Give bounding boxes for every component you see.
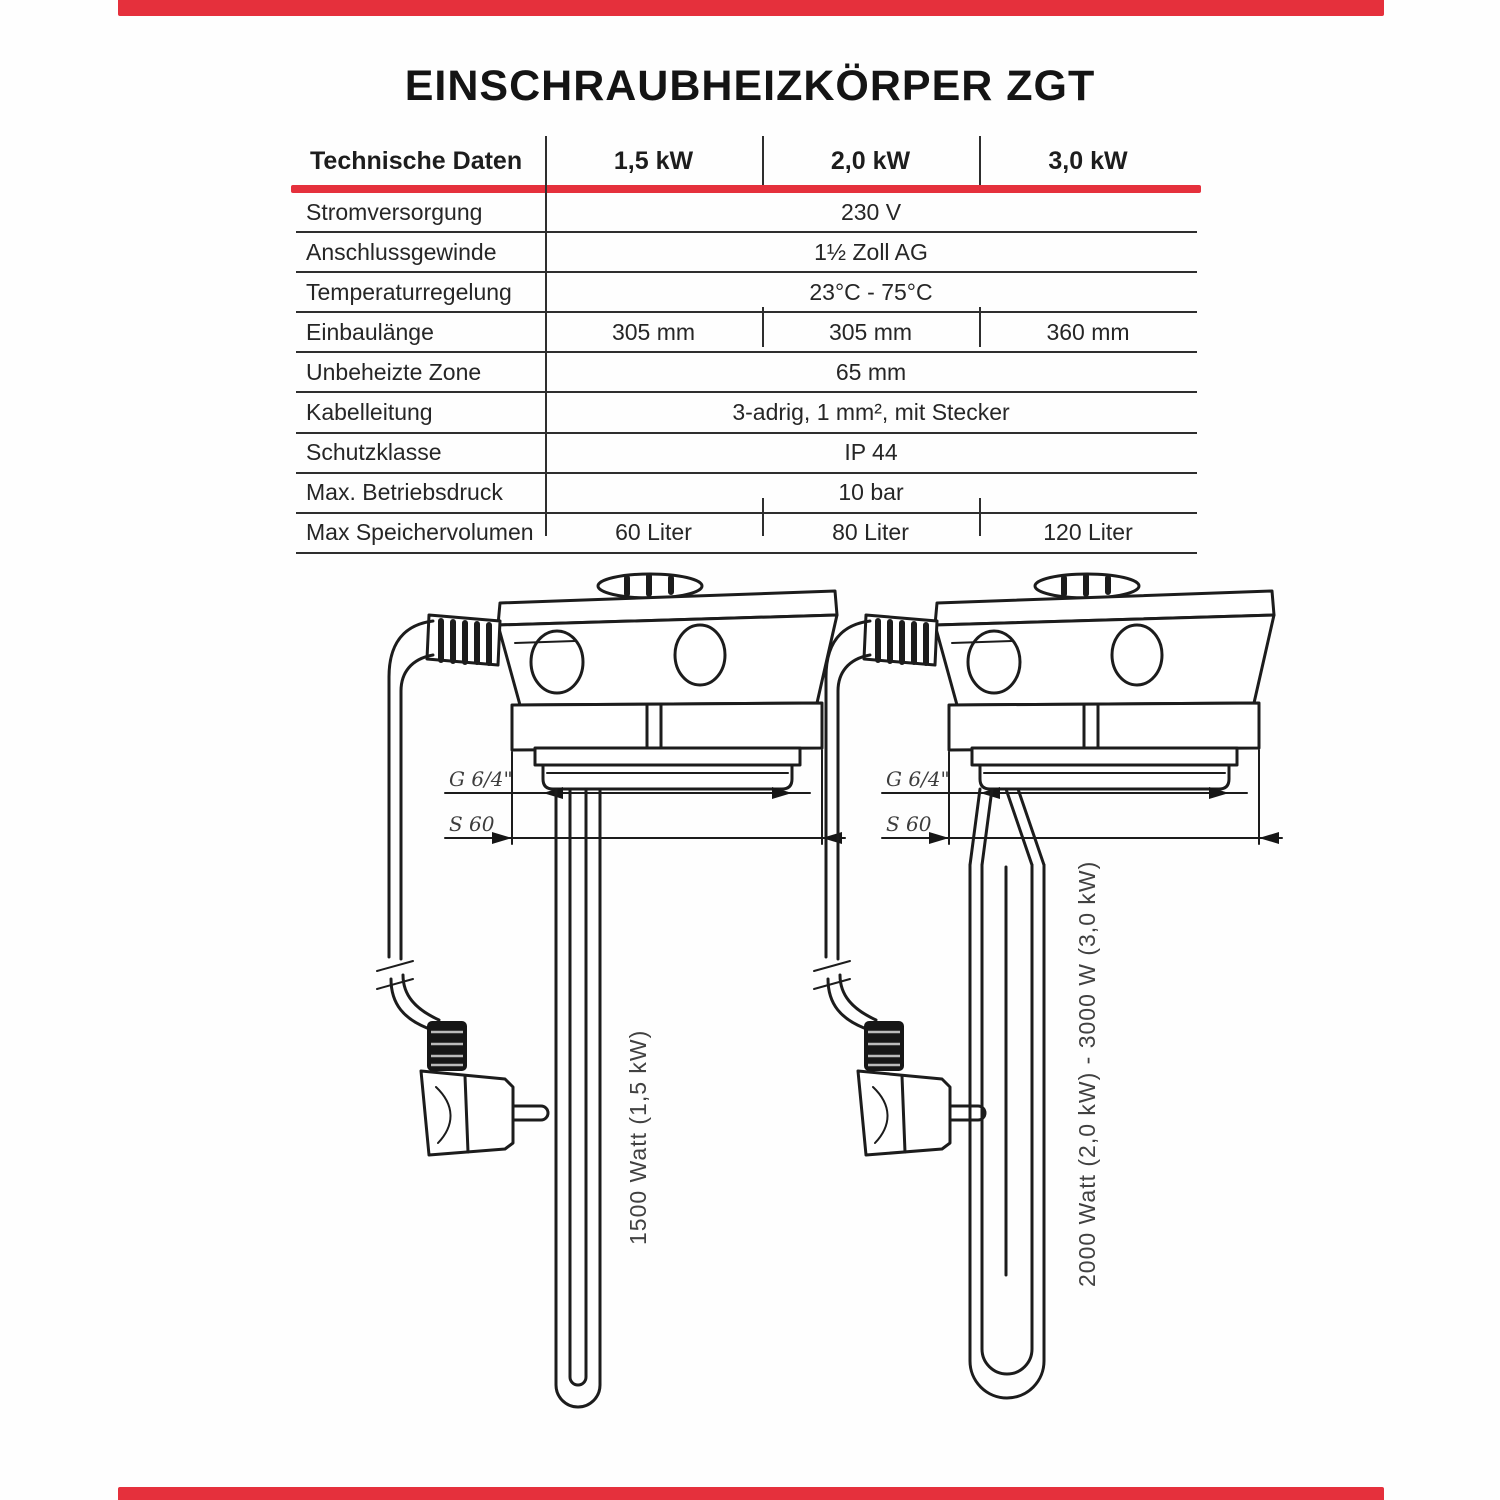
dim-label-thread-left: G 6/4" bbox=[449, 767, 513, 791]
row-value: 65 mm bbox=[835, 358, 907, 385]
row-label: Max Speichervolumen bbox=[306, 519, 534, 546]
table-divider bbox=[762, 136, 764, 185]
table-header-col-1: 1,5 kW bbox=[613, 147, 694, 175]
row-label: Stromversorgung bbox=[306, 198, 483, 225]
table-row bbox=[296, 514, 1197, 554]
table-header-row bbox=[296, 138, 1197, 185]
power-label-right: 2000 Watt (2,0 kW) - 3000 W (3,0 kW) bbox=[1074, 860, 1100, 1287]
row-value: 3-adrig, 1 mm², mit Stecker bbox=[732, 399, 1010, 426]
row-value: 1½ Zoll AG bbox=[814, 238, 928, 265]
thermostat-head bbox=[498, 574, 837, 789]
row-value-1: 60 Liter bbox=[615, 519, 692, 546]
row-value-3: 360 mm bbox=[1046, 318, 1130, 345]
dim-label-wrench-left: S 60 bbox=[449, 812, 495, 836]
thermostat-head-right bbox=[814, 574, 1282, 1155]
top-red-bar bbox=[118, 0, 1384, 16]
table-row bbox=[296, 393, 1197, 433]
table-header-col-2: 2,0 kW bbox=[830, 147, 911, 175]
table-row bbox=[296, 434, 1197, 474]
table-header-col-3: 3,0 kW bbox=[1048, 147, 1128, 175]
table-row bbox=[296, 313, 1197, 353]
page-title: EINSCHRAUBHEIZKÖRPER ZGT bbox=[404, 62, 1096, 110]
row-value: IP 44 bbox=[844, 439, 898, 466]
row-value: 10 bar bbox=[838, 479, 904, 506]
row-value: 23°C - 75°C bbox=[809, 278, 933, 305]
row-value-3: 120 Liter bbox=[1043, 519, 1133, 546]
table-row bbox=[296, 193, 1197, 233]
table-body bbox=[296, 193, 1197, 554]
plug-pin bbox=[513, 1106, 548, 1120]
table-divider bbox=[979, 307, 981, 347]
row-label: Schutzklasse bbox=[306, 439, 442, 466]
table-row bbox=[296, 474, 1197, 514]
power-label-left: 1500 Watt (1,5 kW) bbox=[625, 1029, 651, 1245]
header-red-rule bbox=[291, 185, 1201, 193]
row-value-2: 305 mm bbox=[828, 318, 913, 345]
heating-rod-straight bbox=[556, 789, 600, 1407]
row-value: 230 V bbox=[840, 198, 902, 225]
spec-table bbox=[296, 138, 1197, 546]
table-divider bbox=[979, 498, 981, 536]
table-row bbox=[296, 353, 1197, 393]
bottom-red-bar bbox=[118, 1487, 1384, 1500]
row-value-1: 305 mm bbox=[611, 318, 696, 345]
table-header-label: Technische Daten bbox=[310, 147, 523, 175]
schuko-plug bbox=[421, 1021, 548, 1155]
row-value-2: 80 Liter bbox=[832, 519, 909, 546]
table-divider bbox=[979, 136, 981, 185]
table-row bbox=[296, 273, 1197, 313]
row-label: Unbeheizte Zone bbox=[306, 358, 482, 385]
table-divider bbox=[545, 136, 547, 536]
row-label: Einbaulänge bbox=[306, 318, 434, 345]
technical-drawings bbox=[365, 565, 1310, 1460]
table-divider bbox=[762, 498, 764, 536]
row-label: Anschlussgewinde bbox=[306, 238, 497, 265]
heating-rod-hairpin bbox=[970, 789, 1044, 1398]
row-label: Kabelleitung bbox=[306, 399, 433, 426]
dim-label-thread-right: G 6/4" bbox=[886, 767, 950, 791]
row-label: Temperaturregelung bbox=[306, 278, 512, 305]
table-row bbox=[296, 233, 1197, 273]
table-divider bbox=[762, 307, 764, 347]
dim-label-wrench-right: S 60 bbox=[886, 812, 932, 836]
row-label: Max. Betriebsdruck bbox=[306, 479, 503, 506]
